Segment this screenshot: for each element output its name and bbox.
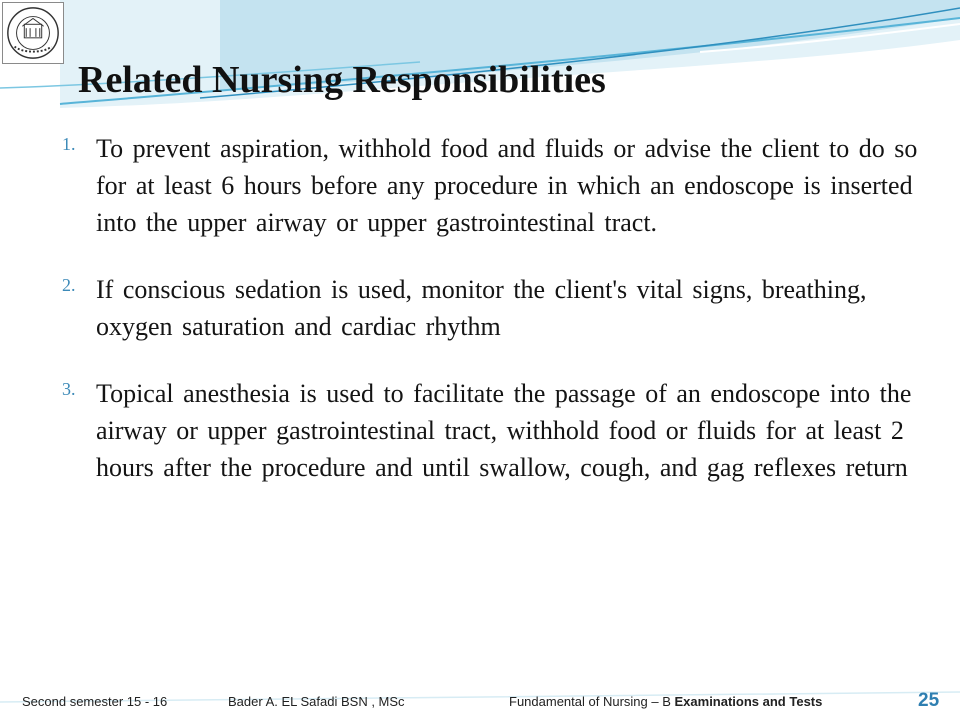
list-item-text: If conscious sedation is used, monitor the client's vital signs, breathing, oxygen saturation and cardiac rhythm	[96, 275, 867, 341]
footer-course-name: Fundamental of Nursing – B	[509, 694, 671, 709]
list-item-text: To prevent aspiration, withhold food and fluids or advise the client to do so for at least 6 hours before any procedure in which an endoscope is inserted into the upper airway or upper gastrointestinal tract.	[96, 134, 918, 237]
list-item	[62, 130, 932, 241]
list-item-text: Topical anesthesia is used to facilitate the passage of an endoscope into the airway or upper gastrointestinal tract, withhold food or fluids for at least 2 hours after the procedure and until swallow, cough, and gag reflexes return	[96, 379, 912, 482]
list-item-number: 2.	[62, 275, 76, 295]
list-item-number: 1.	[62, 134, 76, 154]
page-number: 25	[918, 690, 940, 711]
footer-semester: Second semester 15 - 16	[22, 694, 168, 709]
slide-title: Related Nursing Responsibilities	[78, 59, 606, 101]
footer-course	[509, 694, 822, 709]
list-item	[62, 271, 932, 345]
footer-author: Bader A. EL Safadi BSN , MSc	[228, 694, 405, 709]
list-item	[62, 375, 932, 486]
university-seal-icon	[2, 2, 64, 64]
list-item-number: 3.	[62, 379, 76, 399]
footer-topic: Examinations and Tests	[674, 694, 823, 709]
responsibility-list	[62, 130, 932, 516]
